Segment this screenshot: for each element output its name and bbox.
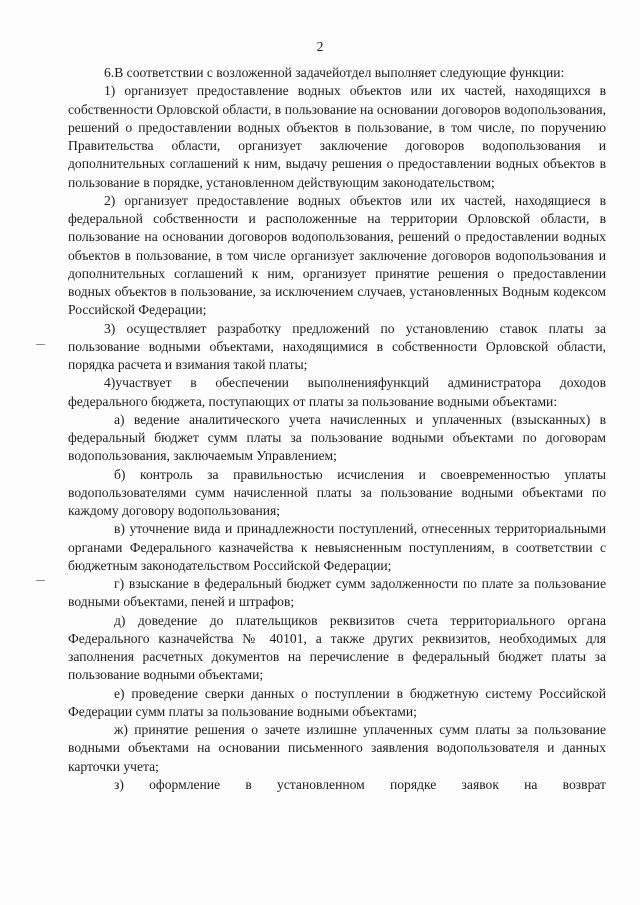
document-body [68, 64, 606, 794]
margin-mark [36, 580, 45, 581]
paragraph-item-4: 4)участвует в обеспечении выполненияфункций администратора доходов федерального бюджета, поступающих от платы за пользование водными объектами: [68, 375, 606, 409]
paragraph-subitem-g: г) взыскание в федеральный бюджет сумм задолженности по плате за пользование водными объектами, пеней и штрафов; [68, 576, 606, 610]
page-number: 2 [316, 39, 324, 54]
paragraph-subitem-e: е) проведение сверки данных о поступлении в бюджетную систему Российской Федерации сумм платы за пользование водными объектами; [68, 685, 606, 719]
paragraph-subitem-z: з) оформление в установленном порядке заявок на возврат [114, 776, 606, 792]
margin-mark [36, 344, 45, 345]
paragraph-section-6: 6.В соответствии с возложенной задачейотдел выполняет следующие функции: [104, 65, 565, 80]
paragraph-subitem-zh: ж) принятие решения о зачете излишне уплаченных сумм платы за пользование водными объектами на основании письменного заявления водопользователя и данных карточки учета; [68, 722, 606, 774]
paragraph-item-3: 3) осуществляет разработку предложений по установлению ставок платы за пользование водными объектами, находящимися в собственности Орловской области, порядка расчета и взимания такой платы; [68, 320, 606, 372]
paragraph-subitem-b: б) контроль за правильностью исчисления и своевременностью уплаты водопользователями сумм начисленной платы за пользование водными объектами по каждому договору водопользования; [68, 466, 606, 518]
paragraph-subitem-v: в) уточнение вида и принадлежности поступлений, отнесенных территориальными органами Федерального казначейства к невыясненным поступлениям, в соответствии с бюджетным законодательством Российской Федерации; [68, 521, 606, 573]
paragraph-item-2: 2) организует предоставление водных объектов или их частей, находящиеся в федеральной собственности и расположенные на территории Орловской области, в пользование на основании договоров водопользования, решений о предоставлении водных объектов в пользование, в том числе организует заключение договоров водопользования и дополнительных соглашений к ним, организует принятие решения о предоставлении водных объектов в пользование, за исключением случаев, установленных Водным кодексом Российской Федерации; [68, 192, 606, 318]
paragraph-subitem-a: а) ведение аналитического учета начисленных и уплаченных (взысканных) в федеральный бюджет сумм платы за пользование водными объектами по договорам водопользования, заключаемым Управлением; [68, 411, 606, 464]
paragraph-subitem-d: д) доведение до плательщиков реквизитов счета территориального органа Федерального казначейства № 40101, а также других реквизитов, необходимых для заполнения расчетных документов на перечисление в федеральный бюджет платы за пользование водными объектами; [68, 612, 606, 683]
paragraph-item-1: 1) организует предоставление водных объектов или их частей, находящихся в собственности Орловской области, в пользование на основании договоров водопользования, решений о предоставлении водных объектов в пользование, в том числе, по поручению Правительства области, организует заключение договоров водопользования и дополнительных соглашений к ним, выдачу решения о предоставлении водных объектов в пользование в порядке, установленном действующим законодательством; [68, 83, 606, 190]
